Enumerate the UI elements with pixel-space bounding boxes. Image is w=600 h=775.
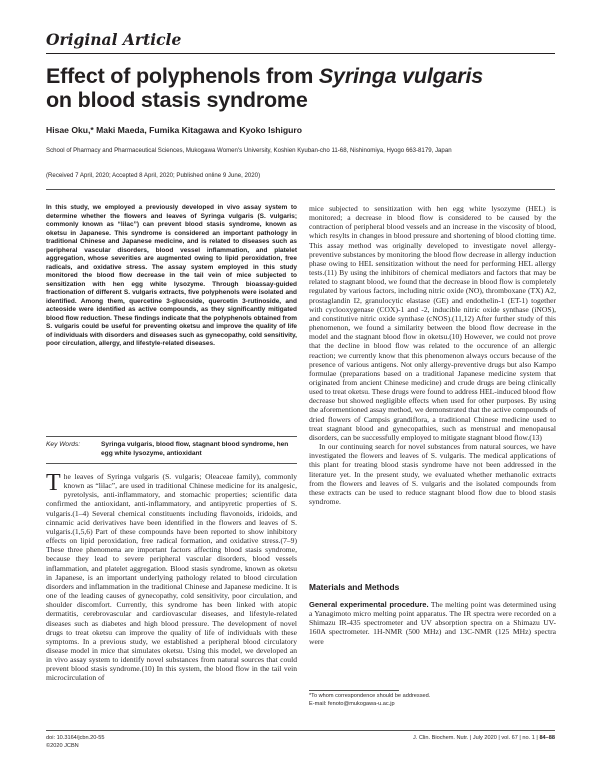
methods-run-head: General experimental procedure. (309, 600, 429, 609)
abstract-divider (46, 189, 555, 190)
author-list: Hisae Oku,* Maki Maeda, Fumika Kitagawa and Kyoko Ishiguro (46, 125, 302, 135)
journal-citation: J. Clin. Biochem. Nutr. | July 2020 | vol. 67 | no. 1 | (412, 735, 540, 741)
methods-heading: Materials and Methods (309, 582, 400, 592)
correspondence-footnote (309, 693, 556, 708)
drop-cap: T (46, 470, 61, 496)
article-title (46, 64, 566, 112)
publication-dates: (Received 7 April, 2020; Accepted 8 April, 2020; Published online 9 June, 2020) (46, 172, 261, 179)
affiliation: School of Pharmacy and Pharmaceutical Sciences, Mukogawa Women's University, Koshien Kyuban-cho 11-68, Nishinomiya, Hyogo 663-8179, Japan (46, 147, 452, 154)
section-label: Original Article (46, 30, 182, 49)
right-paragraph-1: mice subjected to sensitization with hen egg white lysozyme (HEL) is monitored; a decrease in blood flow is considered to be caused by the contraction of peripheral blood vessels and an increase in the viscosity of blood, which resylts in changes in blood pressure and shortening of blood clotting time. This assay method was originally developed to investigate novel allergy-preventive substances by monitoring the blood flow decrease in allergy induction phase owing to HEL sensitization without the need for performing HEL allergy tests.(11) By using the inhibitors of chemical mediators and factors that may be related to stagnant blood, we found that the decrease in blood flow is completely regulated by various factors, including nitric oxide (NO), thromboxane (TX) A2, prostaglandin I2, granulocytic elastase (GE) and endothelin-1 (ET-1) together with cyclooxygenase (COX)-1 and -2, inducible nitric oxide synthase (iNOS), and constitutive nitric oxide synthase (cNOS).(11,12) After further study of this phenomenon, we found a similarity between the blood flow decrease in the model and the stagnant blood flow in oketsu.(10) However, we could not prove that the decline in blood flow was related to the occurence of an allergic reaction; we currently know that this phenomenon always occurs because of the presence of various antigens. Not only allergy-preventive drugs but also Kampo formulae (preparations based on a traditional Japanese medicine system that originated from ancient Chinese medicine) and crude drugs are being clinically used to treat oketsu. These drugs were found to address HEL-induced blood flow decrease but showed negligible effects when used for other purposes. By using the aforementioned assay method, we demonstrated that the active compounds of dried flowers of Campsis grandiflora, a traditional Chinese medicine used to treat stagnant blood and gynecopathies, such as menstrual and menopausal disorders, can be successfully employed to mitigate stagnant blood flow.(13) (309, 204, 557, 442)
introduction-paragraph: he leaves of Syringa vulgaris (S. vulgaris; Oleaceae family), commonly known as “lilac”, are used in traditional Chinese medicine for its analgesic, pyretolysis, anti-inflammatory, and stomachic properties; scientific data confirmed the antioxidant, anti-inflammatory, and antipyretic properties of S. vulgaris.(1–4) Several chemical constituents including flavonoids, iridoids, and cinnamic acid derivatives have been identified in the flowers and leaves of S. vulgaris.(1,5,6) Part of these compounds have been reported to show inhibitory effects on lipid peroxidation, free radical formation, and oxidative stress.(7–9) These three phenomena are important factors affecting blood stasis syndrome, because they lead to severe peripheral vascular disorders, blood vessels inflammation, and platelet aggregation. Blood stasis syndrome, known as oketsu in Japanese, is an important underlying pathology related to blood circulation disorders and inflammation in the traditional Chinese and Japanese medicine. It is one of the leading causes of gynecopathy, cold sensitivity, poor circulation, and shoulder discomfort. Currently, this syndrome has been linked with atopic dermatitis, cerebrovascular and cardiovascular diseases, and lifestyle-related diseases such as diabetes and high blood pressure. The development of novel drugs to treat oketsu can improve the quality of life of individuals with these symptoms. In a previous study, we established a peripheral blood circulatory disease model in mice that simulates oketsu. Using this model, we developed an in vivo assay system to identify novel substances from natural sources that could prevent blood stasis syndrome.(10) In this system, the blood flow in the tail vein microcirculation of (46, 472, 297, 683)
header-divider (46, 53, 555, 54)
methods-paragraph: The melting point was determined using a Yanagimoto micro melting point apparatus. The IR spectra were recorded on a Shimazu IR-435 spectrometer and UV absorption spectra on a Shimazu UV-160A spectrometer. 1H-NMR (500 MHz) and 13C-NMR (125 MHz) spectra were (309, 600, 556, 646)
footer-doi (46, 735, 104, 750)
title-prefix: Effect of polyphenols from (46, 64, 319, 88)
footnote-correspondence: *To whom correspondence should be addressed. (309, 693, 431, 699)
introduction-text (46, 472, 297, 683)
footnote-email: E-mail: fenoto@mukogawa-u.ac.jp (309, 700, 395, 707)
doi-text: doi: 10.3164/jcbn.20-55 (46, 735, 105, 741)
right-paragraph-2: In our continuing search for novel substances from natural sources, we have investigated the flowers and leaves of S. vulgaris. The medical applications of this plant for treating blood stasis syndrome have not been addressed in the literature yet. In the present study, we evaluated whether methanolic extracts from the flowers and leaves of S. vulgaris and the isolated compounds from these extracts can be used to reduce stagnant blood flow due to blood stasis syndrome. (309, 442, 556, 506)
footnote-rule (309, 690, 399, 691)
footer-divider (46, 730, 555, 731)
methods-text (309, 600, 556, 646)
footer-journal (413, 735, 555, 741)
title-species: Syringa vulgaris (318, 64, 484, 88)
copyright-text: ©2020 JCBN (46, 742, 79, 749)
keywords-top-rule (46, 436, 297, 437)
keywords-label: Key Words: (46, 441, 81, 448)
right-column-text (309, 204, 556, 506)
keywords-bottom-rule (46, 463, 297, 464)
abstract: In this study, we employed a previously developed in vivo assay system to determine whether the flowers and leaves of Syringa vulgaris (S. vulgaris; commonly known as “lilac”) can prevent blood stasis syndrome, known as oketsu in Japanese. This syndrome is considered an important pathology in traditional Chinese and Japanese medicine, and is related to diseases such as peripheral vascular disorders, blood vessel inflammation, and platelet aggregation, whose severities are augmented owing to lipid peroxidation, free radicals, and oxidative stress. The assay system employed in this study monitored the blood flow decrease in the tail vein of mice subjected to sensitization with hen egg white lysozyme. Through bioassay-guided fractionation of different S. vulgaris extracts, five polyphenols were isolated and identified. Among them, quercetine 3-glucoside, quercetin 3-rutinoside, and acteoside were identified as active compounds, as they significantly mitigated blood flow reduction. These findings indicate that the polyphenols obtained from S. vulgaris could be useful for preventing oketsu and improve the quality of life of individuals with disorders and diseases such as gynecopathy, cold sensitivity, poor circulation, allergy, and lifestyle-related diseases. (46, 204, 297, 347)
keywords-list: Syringa vulgaris, blood flow, stagnant blood syndrome, hen egg white lysozyme, antioxidant (101, 441, 289, 457)
title-suffix: on blood stasis syndrome (46, 88, 308, 112)
page-range: 84–88 (539, 735, 555, 741)
